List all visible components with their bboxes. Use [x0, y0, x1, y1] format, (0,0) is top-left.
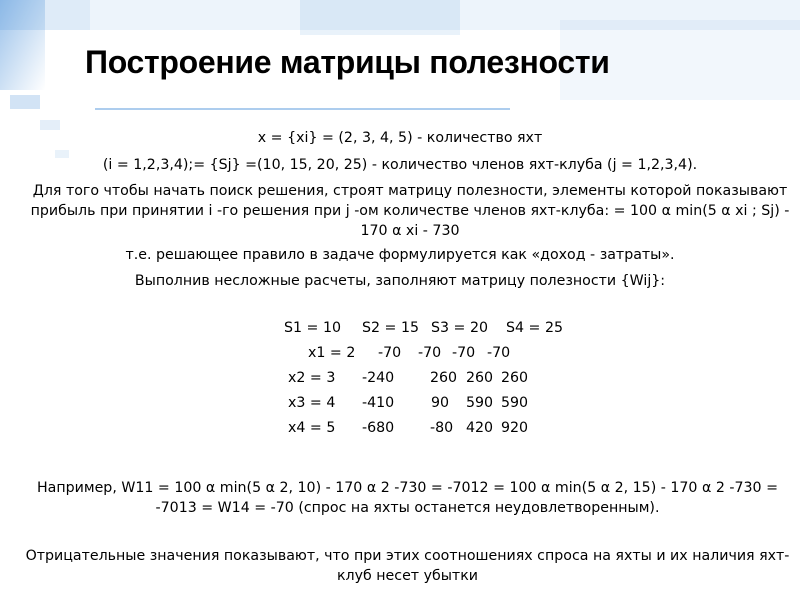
matrix-row — [0, 368, 800, 388]
intro-paragraph: Для того чтобы начать поиск решения, строят матрицу полезности, элементы которой показывают прибыль при принятии i -го решения при j -ом количестве членов яхт-клуба: = 100 α min(5 α xi ; Sj) - 170 α xi - 730 — [30, 183, 790, 239]
matrix-header: S2 = 15 — [362, 320, 419, 336]
matrix-cell: 90 — [431, 395, 450, 411]
matrix-cell: -70 — [378, 345, 402, 361]
x-definition: x = {xi} = (2, 3, 4, 5) - количество яхт — [257, 130, 543, 146]
slide-title: Построение матрицы полезности — [85, 44, 610, 80]
matrix-header-row — [0, 318, 800, 338]
matrix-cell: -70 — [487, 345, 511, 361]
decision-rule: т.е. решающее правило в задаче формулируется как «доход - затраты». — [125, 247, 675, 263]
matrix-cell: 260 — [501, 370, 529, 386]
matrix-cell: 590 — [501, 395, 529, 411]
matrix-cell: -410 — [362, 395, 395, 411]
conclusion-paragraph: Отрицательные значения показывают, что при этих соотношениях спроса на яхты и их наличия яхт-клуб несет убытки — [25, 548, 790, 584]
matrix-cell: -80 — [430, 420, 454, 436]
matrix-cell: 920 — [501, 420, 529, 436]
example-paragraph: Например, W11 = 100 α min(5 α 2, 10) - 170 α 2 -730 = -7012 = 100 α min(5 α 2, 15) - 170 α 2 -730 = -7013 = W14 = -70 (спрос на яхты останется неудовлетворенным). — [37, 480, 778, 516]
matrix-row — [0, 343, 800, 363]
matrix-cell: 260 — [430, 370, 458, 386]
matrix-row-label: x4 = 5 — [288, 420, 336, 436]
matrix-header: S1 = 10 — [284, 320, 341, 336]
matrix-header: S4 = 25 — [506, 320, 563, 336]
matrix-cell: -70 — [418, 345, 442, 361]
matrix-row-label: x2 = 3 — [288, 370, 336, 386]
matrix-cell: 590 — [466, 395, 494, 411]
matrix-cell: 420 — [466, 420, 494, 436]
matrix-cell: 260 — [466, 370, 494, 386]
s-definition: (i = 1,2,3,4);= {Sj} =(10, 15, 20, 25) - количество членов яхт-клуба (j = 1,2,3,4). — [102, 157, 698, 173]
matrix-cell: -680 — [362, 420, 395, 436]
matrix-row — [0, 418, 800, 438]
matrix-row-label: x1 = 2 — [308, 345, 356, 361]
matrix-cell: -240 — [362, 370, 395, 386]
matrix-intro: Выполнив несложные расчеты, заполняют матрицу полезности {Wij}: — [134, 273, 666, 289]
matrix-row — [0, 393, 800, 413]
matrix-row-label: x3 = 4 — [288, 395, 336, 411]
matrix-cell: -70 — [452, 345, 476, 361]
matrix-header: S3 = 20 — [431, 320, 488, 336]
